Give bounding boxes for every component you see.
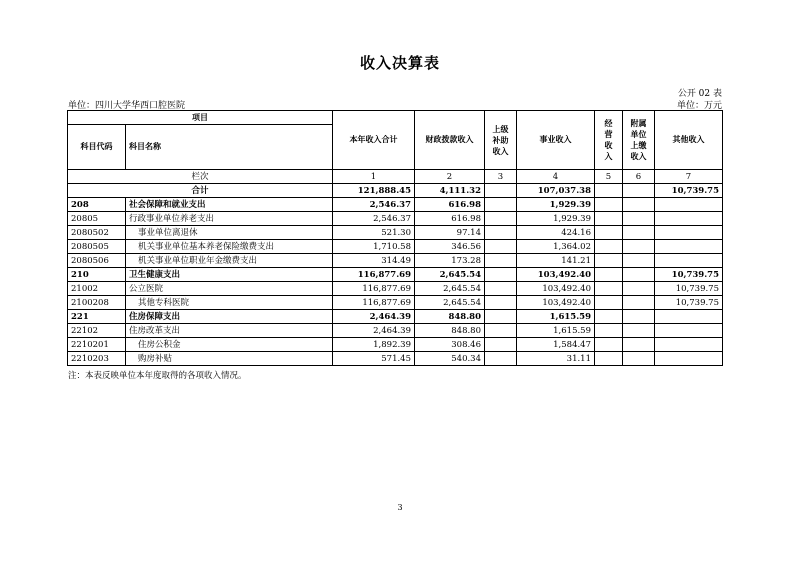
cell: 2,464.39 <box>333 324 415 338</box>
cell <box>655 338 723 352</box>
table-row <box>68 338 723 352</box>
cell <box>655 254 723 268</box>
cell: 1,929.39 <box>517 212 595 226</box>
name-cell: 其他专科医院 <box>126 296 333 310</box>
cell: 97.14 <box>415 226 485 240</box>
cell: 2,546.37 <box>333 212 415 226</box>
reporting-unit: 单位：四川大学华西口腔医院 <box>68 101 186 111</box>
code-cell: 21002 <box>68 282 126 296</box>
cell: 31.11 <box>517 352 595 366</box>
cell: 346.56 <box>415 240 485 254</box>
column-number: 3 <box>485 170 517 184</box>
cell: 571.45 <box>333 352 415 366</box>
cell <box>655 226 723 240</box>
code-cell: 208 <box>68 198 126 212</box>
code-cell: 2080502 <box>68 226 126 240</box>
header-name: 科目名称 <box>126 125 333 170</box>
column-number: 5 <box>595 170 623 184</box>
cell: 1,615.59 <box>517 310 595 324</box>
currency-unit: 单位：万元 <box>676 101 722 111</box>
cell: 2,546.37 <box>333 198 415 212</box>
header-c4: 事业收入 <box>517 111 595 170</box>
header-c6: 附属单位上缴收入 <box>623 111 655 170</box>
cell <box>485 184 517 198</box>
total-row <box>68 184 723 198</box>
cell: 2,645.54 <box>415 282 485 296</box>
footnote: 注：本表反映单位本年度取得的各项收入情况。 <box>68 371 247 381</box>
cell: 116,877.69 <box>333 282 415 296</box>
cell: 616.98 <box>415 198 485 212</box>
cell: 116,877.69 <box>333 296 415 310</box>
code-cell: 2100208 <box>68 296 126 310</box>
code-cell: 221 <box>68 310 126 324</box>
cell: 103,492.40 <box>517 268 595 282</box>
header-code: 科目代码 <box>68 125 126 170</box>
column-number: 4 <box>517 170 595 184</box>
header-c2: 财政拨款收入 <box>415 111 485 170</box>
name-cell: 住房公积金 <box>126 338 333 352</box>
table-row <box>68 310 723 324</box>
cell: 1,364.02 <box>517 240 595 254</box>
name-cell: 社会保障和就业支出 <box>126 198 333 212</box>
form-number: 公开 02 表 <box>677 89 722 99</box>
name-cell: 事业单位离退休 <box>126 226 333 240</box>
name-cell: 住房保障支出 <box>126 310 333 324</box>
cell: 10,739.75 <box>655 268 723 282</box>
name-cell: 机关事业单位基本养老保险缴费支出 <box>126 240 333 254</box>
column-number: 7 <box>655 170 723 184</box>
cell: 424.16 <box>517 226 595 240</box>
cell: 10,739.75 <box>655 184 723 198</box>
table-row <box>68 240 723 254</box>
cell <box>655 198 723 212</box>
cell: 141.21 <box>517 254 595 268</box>
cell: 308.46 <box>415 338 485 352</box>
cell: 1,892.39 <box>333 338 415 352</box>
cell <box>655 352 723 366</box>
cell: 121,888.45 <box>333 184 415 198</box>
cell <box>595 184 623 198</box>
table-row <box>68 254 723 268</box>
code-cell: 2210203 <box>68 352 126 366</box>
header-c1: 本年收入合计 <box>333 111 415 170</box>
name-cell: 购房补贴 <box>126 352 333 366</box>
code-cell: 2080506 <box>68 254 126 268</box>
table-row <box>68 198 723 212</box>
cell <box>655 212 723 226</box>
cell: 2,645.54 <box>415 268 485 282</box>
table-row <box>68 324 723 338</box>
cell: 616.98 <box>415 212 485 226</box>
code-cell: 210 <box>68 268 126 282</box>
column-number-label: 栏次 <box>68 170 333 184</box>
cell: 173.28 <box>415 254 485 268</box>
table-row <box>68 296 723 310</box>
code-cell: 2080505 <box>68 240 126 254</box>
page-number: 3 <box>397 503 403 512</box>
table-row <box>68 268 723 282</box>
cell: 521.30 <box>333 226 415 240</box>
cell: 103,492.40 <box>517 282 595 296</box>
table-row <box>68 352 723 366</box>
cell <box>655 324 723 338</box>
column-number: 6 <box>623 170 655 184</box>
cell: 540.34 <box>415 352 485 366</box>
page-title: 收入决算表 <box>359 54 440 72</box>
table-row <box>68 282 723 296</box>
cell: 10,739.75 <box>655 282 723 296</box>
cell: 1,929.39 <box>517 198 595 212</box>
cell <box>655 310 723 324</box>
column-number: 1 <box>333 170 415 184</box>
cell: 2,645.54 <box>415 296 485 310</box>
code-cell: 22102 <box>68 324 126 338</box>
cell: 4,111.32 <box>415 184 485 198</box>
total-label: 合计 <box>68 184 333 198</box>
cell: 1,584.47 <box>517 338 595 352</box>
cell: 848.80 <box>415 324 485 338</box>
cell <box>623 184 655 198</box>
header-c7: 其他收入 <box>655 111 723 170</box>
column-number: 2 <box>415 170 485 184</box>
header-c5: 经营收入 <box>595 111 623 170</box>
name-cell: 行政事业单位养老支出 <box>126 212 333 226</box>
cell: 2,464.39 <box>333 310 415 324</box>
name-cell: 公立医院 <box>126 282 333 296</box>
cell <box>655 240 723 254</box>
cell: 116,877.69 <box>333 268 415 282</box>
cell: 1,615.59 <box>517 324 595 338</box>
name-cell: 卫生健康支出 <box>126 268 333 282</box>
table-row <box>68 212 723 226</box>
code-cell: 2210201 <box>68 338 126 352</box>
name-cell: 机关事业单位职业年金缴费支出 <box>126 254 333 268</box>
table-row <box>68 226 723 240</box>
cell: 107,037.38 <box>517 184 595 198</box>
cell: 103,492.40 <box>517 296 595 310</box>
code-cell: 20805 <box>68 212 126 226</box>
header-project: 项目 <box>68 111 333 125</box>
name-cell: 住房改革支出 <box>126 324 333 338</box>
header-c3: 上级补助收入 <box>485 111 517 170</box>
cell: 10,739.75 <box>655 296 723 310</box>
income-table <box>67 110 723 366</box>
cell: 848.80 <box>415 310 485 324</box>
cell: 1,710.58 <box>333 240 415 254</box>
cell: 314.49 <box>333 254 415 268</box>
